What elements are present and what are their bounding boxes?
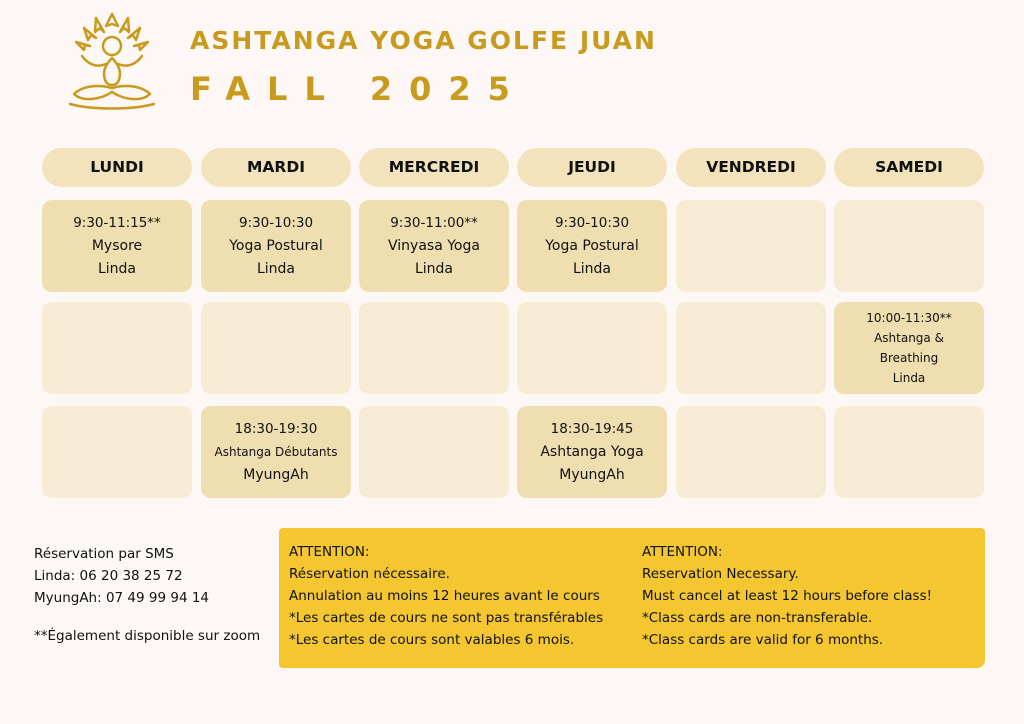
lotus-logo <box>62 8 162 112</box>
notice-line: *Class cards are valid for 6 months. <box>642 632 884 648</box>
day-header-jeudi: JEUDI <box>517 148 667 187</box>
class-name: Mysore <box>91 237 143 254</box>
class-name: Yoga Postural <box>545 237 639 254</box>
class-slot-jeudi-evening <box>517 406 667 498</box>
class-teacher: Linda <box>414 260 454 277</box>
empty-slot <box>834 200 984 292</box>
class-slot-jeudi-morning <box>517 200 667 292</box>
notice-line: Réservation nécessaire. <box>289 566 450 582</box>
notice-line: Must cancel at least 12 hours before class! <box>642 588 933 604</box>
day-header-mardi: MARDI <box>201 148 351 187</box>
notice-french <box>289 541 603 651</box>
class-teacher: Linda <box>256 260 296 277</box>
class-time: 9:30-10:30 <box>554 214 630 231</box>
class-slot-lundi-morning <box>42 200 192 292</box>
empty-slot <box>42 302 192 394</box>
empty-slot <box>359 302 509 394</box>
day-header-mercredi: MERCREDI <box>359 148 509 187</box>
notice-english <box>642 541 932 651</box>
empty-slot <box>517 302 667 394</box>
empty-slot <box>676 406 826 498</box>
class-teacher: MyungAh <box>243 466 309 483</box>
class-teacher: MyungAh <box>559 466 625 483</box>
notice-title: ATTENTION: <box>289 544 370 560</box>
empty-slot <box>676 302 826 394</box>
class-slot-mardi-morning <box>201 200 351 292</box>
notice-title: ATTENTION: <box>642 544 723 560</box>
empty-slot <box>676 200 826 292</box>
class-name: Vinyasa Yoga <box>388 237 480 254</box>
reservation-label: Réservation par SMS <box>34 546 174 562</box>
notice-line: *Les cartes de cours ne sont pas transférables <box>289 610 604 626</box>
season-title: FALL 2025 <box>190 70 527 108</box>
class-teacher: Linda <box>572 260 612 277</box>
studio-name: ASHTANGA YOGA GOLFE JUAN <box>190 26 657 55</box>
notice-line: *Les cartes de cours sont valables 6 mois. <box>289 632 575 648</box>
class-time: 9:30-11:15** <box>73 214 161 231</box>
day-header-samedi: SAMEDI <box>834 148 984 187</box>
class-name: Breathing <box>879 351 939 365</box>
class-teacher: Linda <box>892 371 926 385</box>
class-teacher: Linda <box>97 260 137 277</box>
class-name: Yoga Postural <box>229 237 323 254</box>
zoom-note: **Également disponible sur zoom <box>34 628 261 644</box>
class-time: 9:30-11:00** <box>390 214 478 231</box>
empty-slot <box>42 406 192 498</box>
empty-slot <box>834 406 984 498</box>
class-slot-samedi-morning <box>834 302 984 394</box>
empty-slot <box>201 302 351 394</box>
class-time: 9:30-10:30 <box>238 214 314 231</box>
notice-line: Reservation Necessary. <box>642 566 799 582</box>
class-time: 10:00-11:30** <box>866 311 952 325</box>
myungah-phone: MyungAh: 07 49 99 94 14 <box>34 590 210 606</box>
notice-line: *Class cards are non-transferable. <box>642 610 873 626</box>
class-slot-mercredi-morning <box>359 200 509 292</box>
class-time: 18:30-19:45 <box>550 420 634 437</box>
class-time: 18:30-19:30 <box>234 420 318 437</box>
class-name: Ashtanga Yoga <box>540 443 644 460</box>
empty-slot <box>359 406 509 498</box>
contact-info <box>34 543 260 647</box>
day-header-vendredi: VENDREDI <box>676 148 826 187</box>
class-name: Ashtanga & <box>874 331 944 345</box>
class-name: Ashtanga Débutants <box>214 444 338 459</box>
class-slot-mardi-evening <box>201 406 351 498</box>
attention-notice <box>279 528 985 668</box>
day-header-lundi: LUNDI <box>42 148 192 187</box>
linda-phone: Linda: 06 20 38 25 72 <box>34 568 183 584</box>
notice-line: Annulation au moins 12 heures avant le cours <box>289 588 600 604</box>
